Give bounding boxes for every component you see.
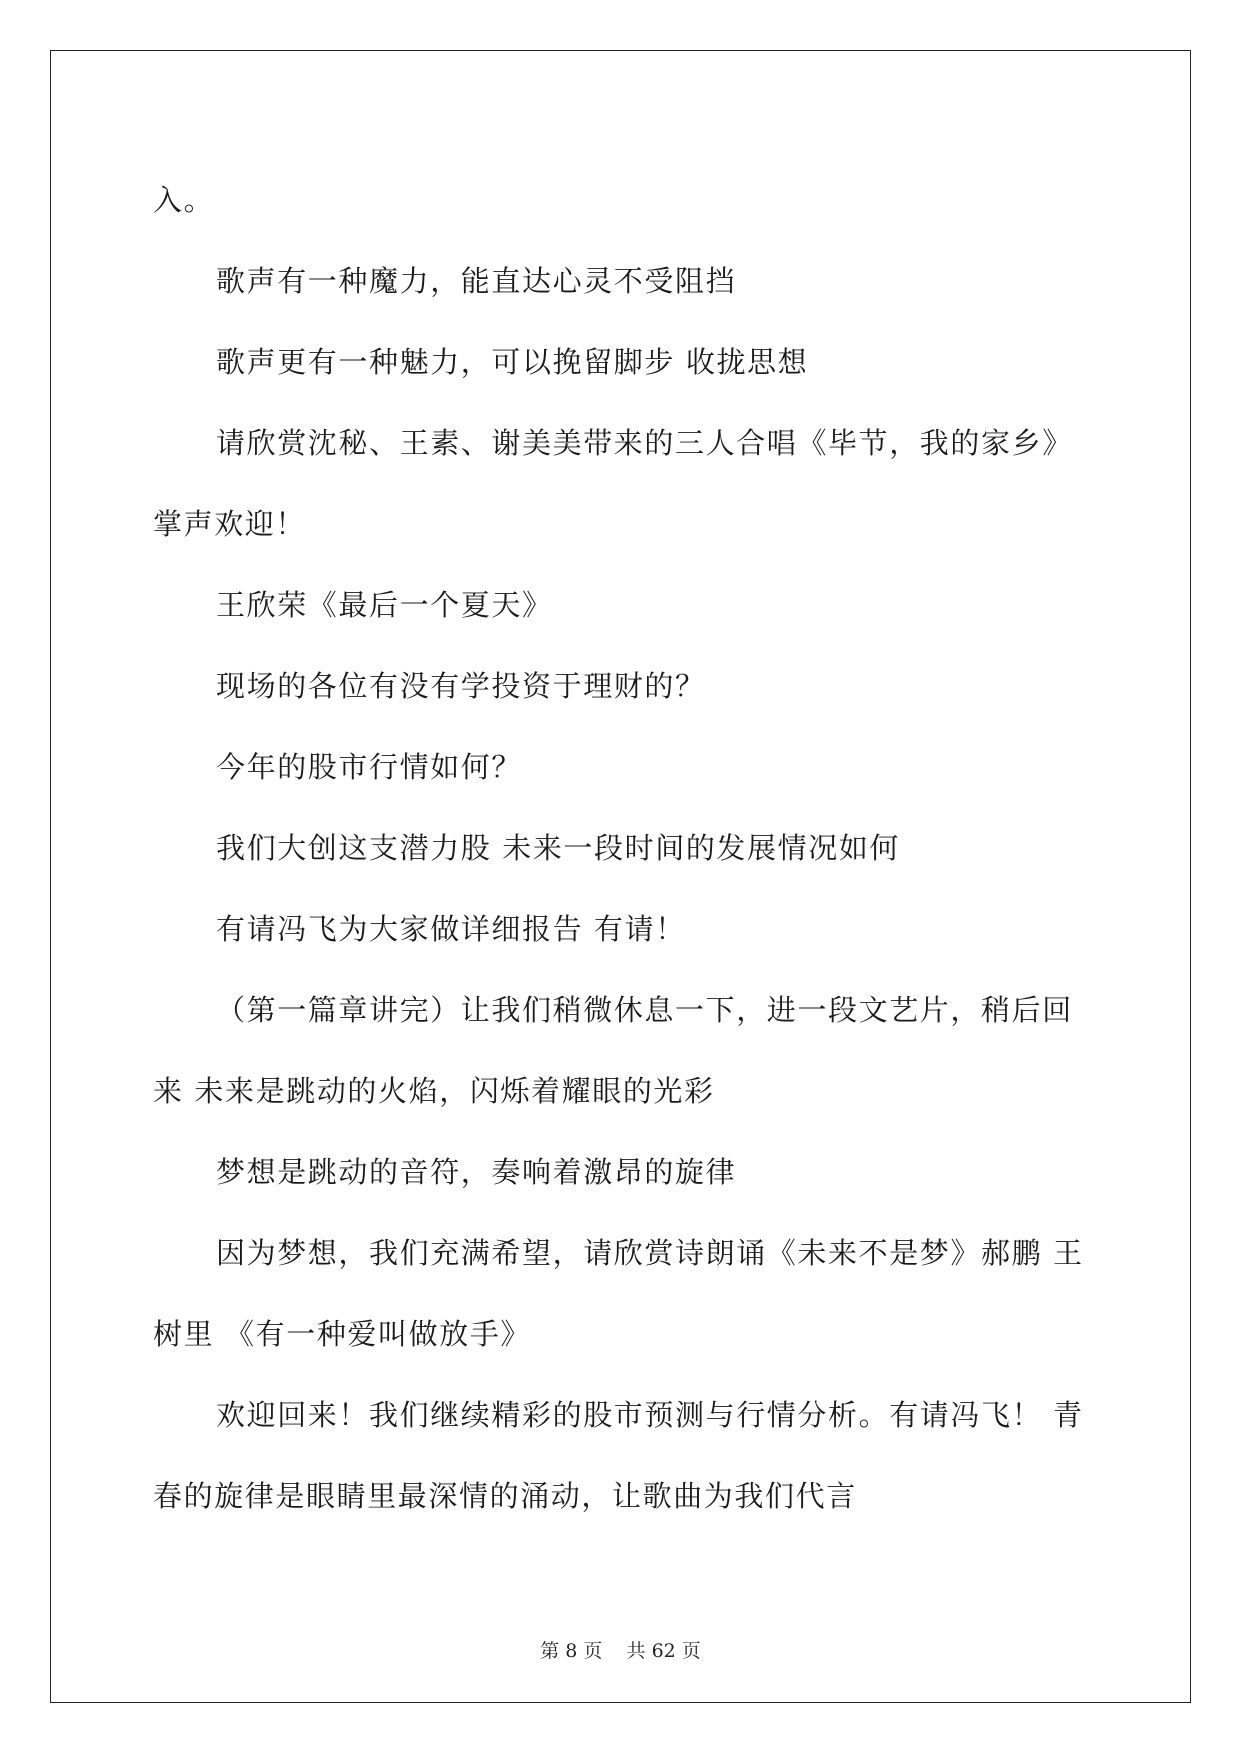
paragraph-12: 因为梦想，我们充满希望，请欣赏诗朗诵《未来不是梦》郝鹏 王树里 《有一种爱叫做放手》	[153, 1236, 1084, 1351]
document-body	[153, 160, 1098, 1537]
page-footer	[0, 1636, 1241, 1663]
paragraph-6: 现场的各位有没有学投资于理财的？	[216, 669, 706, 703]
page-number-label: 第 8 页 共 62 页	[540, 1640, 701, 1662]
paragraph-13: 欢迎回来！我们继续精彩的股市预测与行情分析。有请冯飞！ 青春的旋律是眼睛里最深情的涌动，让歌曲为我们代言	[153, 1398, 1084, 1513]
paragraph-5: 王欣荣《最后一个夏天》	[216, 588, 553, 622]
paragraph-3: 歌声更有一种魅力，可以挽留脚步 收拢思想	[216, 345, 809, 379]
paragraph-7: 今年的股市行情如何？	[216, 750, 523, 784]
paragraph-9: 有请冯飞为大家做详细报告 有请！	[216, 912, 686, 946]
paragraph-11: 梦想是跳动的音符，奏响着激昂的旋律	[216, 1155, 737, 1189]
paragraph-4: 请欣赏沈秘、王素、谢美美带来的三人合唱《毕节，我的家乡》掌声欢迎！	[153, 426, 1073, 541]
paragraph-1: 入。	[153, 183, 215, 217]
paragraph-10: （第一篇章讲完）让我们稍微休息一下，进一段文艺片，稍后回来 未来是跳动的火焰，闪烁着耀眼的光彩	[153, 993, 1073, 1108]
paragraph-8: 我们大创这支潜力股 未来一段时间的发展情况如何	[216, 831, 901, 865]
paragraph-2: 歌声有一种魔力，能直达心灵不受阻挡	[216, 264, 737, 298]
